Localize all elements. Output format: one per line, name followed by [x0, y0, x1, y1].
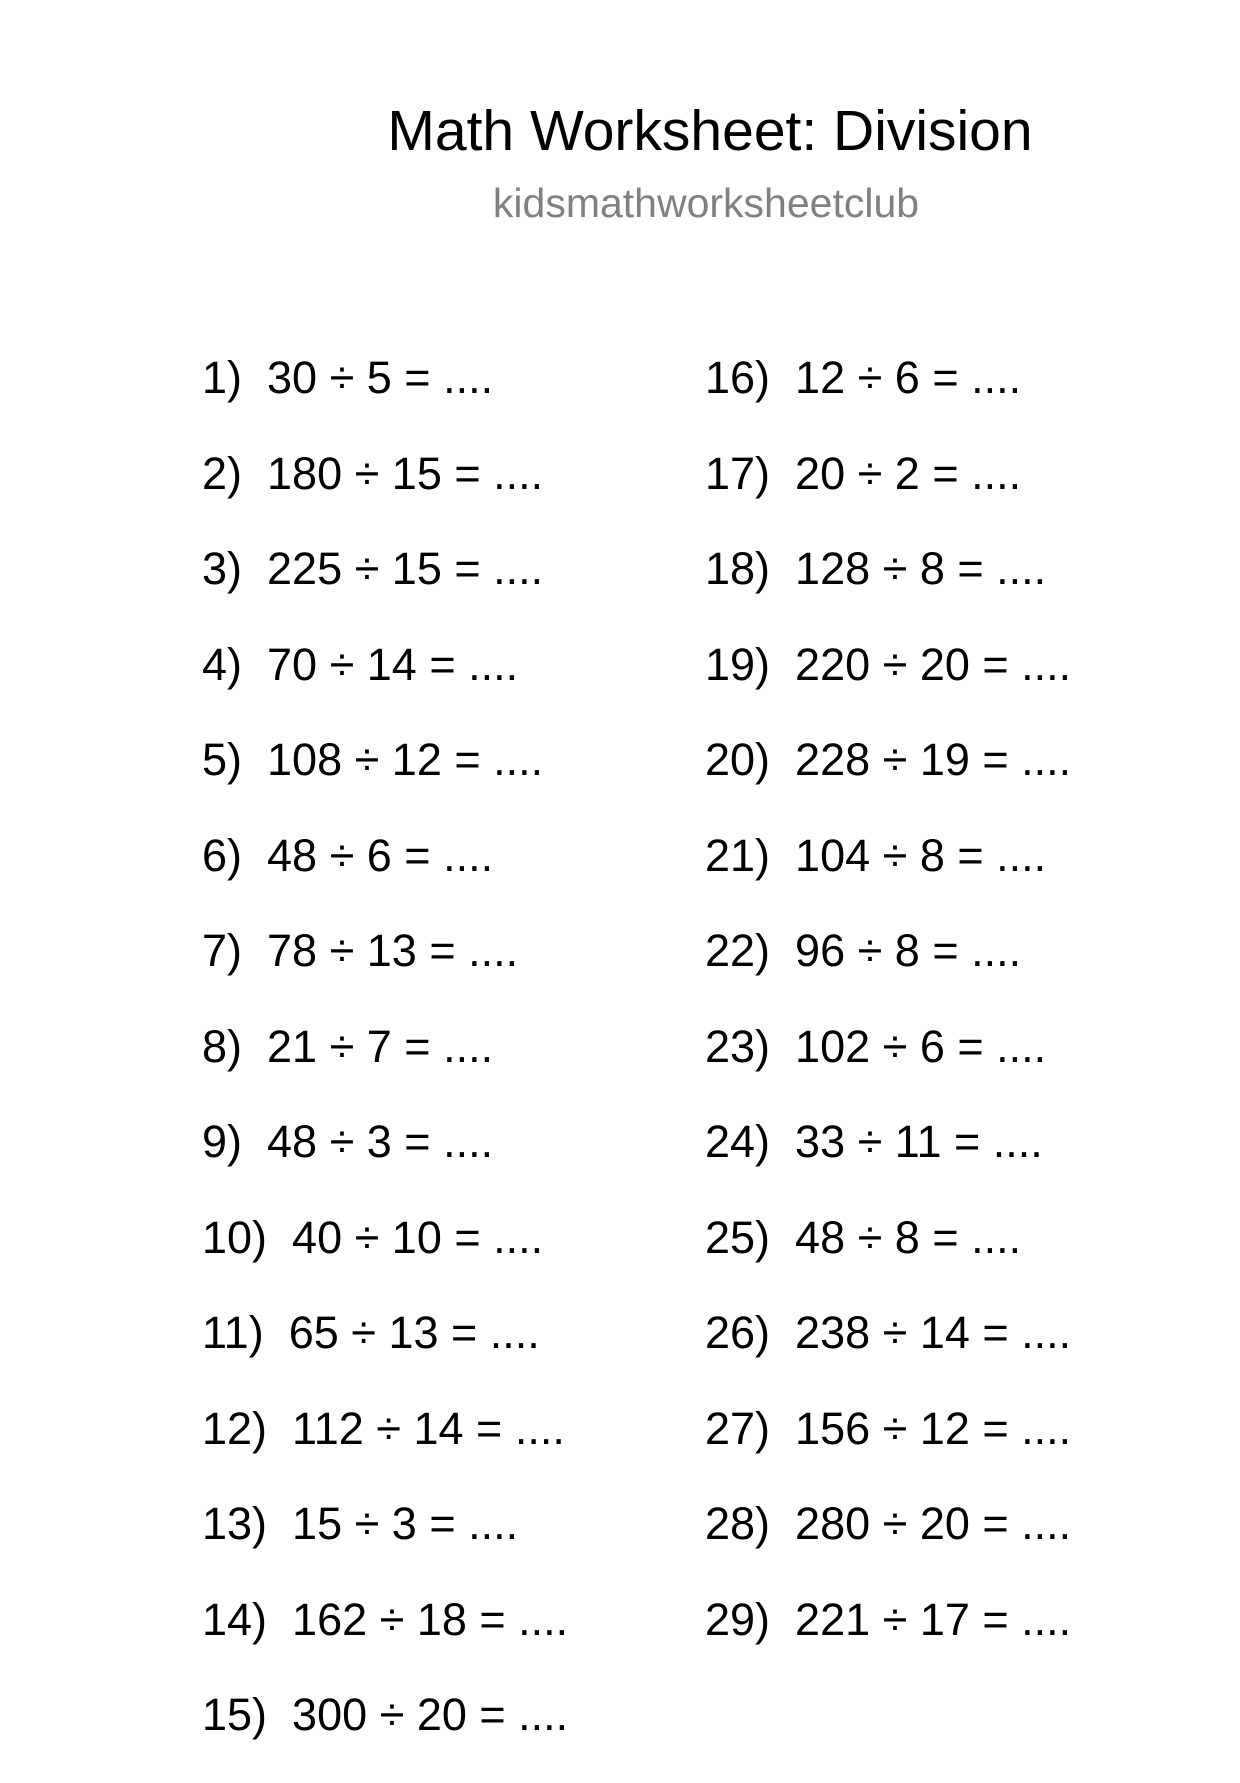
problem-number: 10) [202, 1211, 268, 1263]
problem-expression: 20 ÷ 2 = .... [795, 447, 1022, 499]
problem-expression: 300 ÷ 20 = .... [292, 1689, 569, 1740]
problem-expression: 70 ÷ 14 = .... [267, 638, 519, 690]
problem-expression: 112 ÷ 14 = .... [292, 1402, 565, 1454]
problem-expression: 225 ÷ 15 = .... [267, 543, 544, 594]
problem-expression: 180 ÷ 15 = .... [267, 447, 544, 499]
problem-number: 23) [705, 1020, 771, 1072]
problem-expression: 15 ÷ 3 = .... [292, 1498, 519, 1549]
problem-expression: 96 ÷ 8 = .... [795, 925, 1022, 976]
problem-expression: 220 ÷ 20 = .... [795, 638, 1072, 690]
problem-expression: 48 ÷ 3 = .... [267, 1116, 494, 1167]
problem-expression: 280 ÷ 20 = .... [795, 1498, 1072, 1549]
problem-expression: 128 ÷ 8 = .... [795, 543, 1047, 594]
problem-29 [705, 1592, 1071, 1688]
problem-number: 5) [202, 734, 243, 785]
problem-18 [705, 541, 1071, 637]
problem-number: 13) [202, 1498, 268, 1549]
problem-27 [705, 1401, 1071, 1497]
problem-number: 28) [705, 1498, 771, 1549]
problem-number: 12) [202, 1402, 268, 1454]
problem-number: 4) [202, 638, 243, 690]
problem-expression: 228 ÷ 19 = .... [795, 734, 1072, 785]
problem-number: 24) [705, 1116, 771, 1167]
problem-19 [705, 637, 1071, 733]
problem-3 [202, 541, 568, 637]
problem-number: 7) [202, 925, 243, 976]
problem-expression: 48 ÷ 6 = .... [267, 829, 494, 881]
worksheet-subtitle: kidsmathworksheetclub [492, 180, 920, 226]
problem-24 [705, 1114, 1071, 1210]
problem-number: 1) [202, 352, 243, 403]
problem-number: 21) [705, 829, 771, 881]
problem-10 [202, 1210, 568, 1306]
problem-4 [202, 637, 568, 733]
problem-expression: 156 ÷ 12 = .... [795, 1402, 1072, 1454]
problem-25 [705, 1210, 1071, 1306]
problem-number: 25) [705, 1211, 771, 1263]
problem-expression: 40 ÷ 10 = .... [292, 1211, 544, 1263]
problem-number: 8) [202, 1020, 243, 1072]
problem-number: 9) [202, 1116, 243, 1167]
problem-13 [202, 1496, 568, 1592]
problem-number: 16) [705, 352, 771, 403]
problem-6 [202, 828, 568, 924]
problem-number: 18) [705, 543, 771, 594]
problem-23 [705, 1019, 1071, 1115]
problem-expression: 30 ÷ 5 = .... [267, 352, 494, 403]
problem-5 [202, 732, 568, 828]
problem-9 [202, 1114, 568, 1210]
problem-expression: 108 ÷ 12 = .... [267, 734, 544, 785]
problem-number: 20) [705, 734, 771, 785]
problem-expression: 12 ÷ 6 = .... [795, 352, 1022, 403]
problem-column-left [202, 350, 568, 1783]
problem-26 [705, 1305, 1071, 1401]
problem-21 [705, 828, 1071, 924]
problem-expression: 238 ÷ 14 = .... [795, 1307, 1072, 1358]
problem-number: 6) [202, 829, 243, 881]
problem-expression: 21 ÷ 7 = .... [267, 1020, 494, 1072]
problem-14 [202, 1592, 568, 1688]
problem-number: 19) [705, 638, 771, 690]
problem-number: 26) [705, 1307, 771, 1358]
problem-12 [202, 1401, 568, 1497]
problem-number: 11) [202, 1307, 264, 1358]
problem-16 [705, 350, 1071, 446]
problem-20 [705, 732, 1071, 828]
problem-expression: 102 ÷ 6 = .... [795, 1020, 1047, 1072]
problem-number: 15) [202, 1689, 268, 1740]
problem-17 [705, 446, 1071, 542]
problem-expression: 78 ÷ 13 = .... [267, 925, 519, 976]
problem-15 [202, 1687, 568, 1783]
problem-expression: 65 ÷ 13 = .... [288, 1307, 540, 1358]
problem-2 [202, 446, 568, 542]
problem-number: 22) [705, 925, 771, 976]
problem-number: 2) [202, 447, 243, 499]
problem-number: 17) [705, 447, 771, 499]
problem-expression: 104 ÷ 8 = .... [795, 829, 1047, 881]
problem-8 [202, 1019, 568, 1115]
problem-1 [202, 350, 568, 446]
problem-expression: 221 ÷ 17 = .... [795, 1593, 1072, 1645]
problem-expression: 33 ÷ 11 = .... [795, 1116, 1043, 1167]
problem-expression: 162 ÷ 18 = .... [292, 1593, 569, 1645]
problem-column-right [705, 350, 1071, 1687]
problem-expression: 48 ÷ 8 = .... [795, 1211, 1022, 1263]
problem-number: 29) [705, 1593, 771, 1645]
problem-7 [202, 923, 568, 1019]
problem-11 [202, 1305, 568, 1401]
problem-number: 27) [705, 1402, 771, 1454]
worksheet-title: Math Worksheet: Division [387, 99, 1033, 163]
problem-number: 14) [202, 1593, 268, 1645]
problem-28 [705, 1496, 1071, 1592]
problem-22 [705, 923, 1071, 1019]
problem-number: 3) [202, 543, 243, 594]
